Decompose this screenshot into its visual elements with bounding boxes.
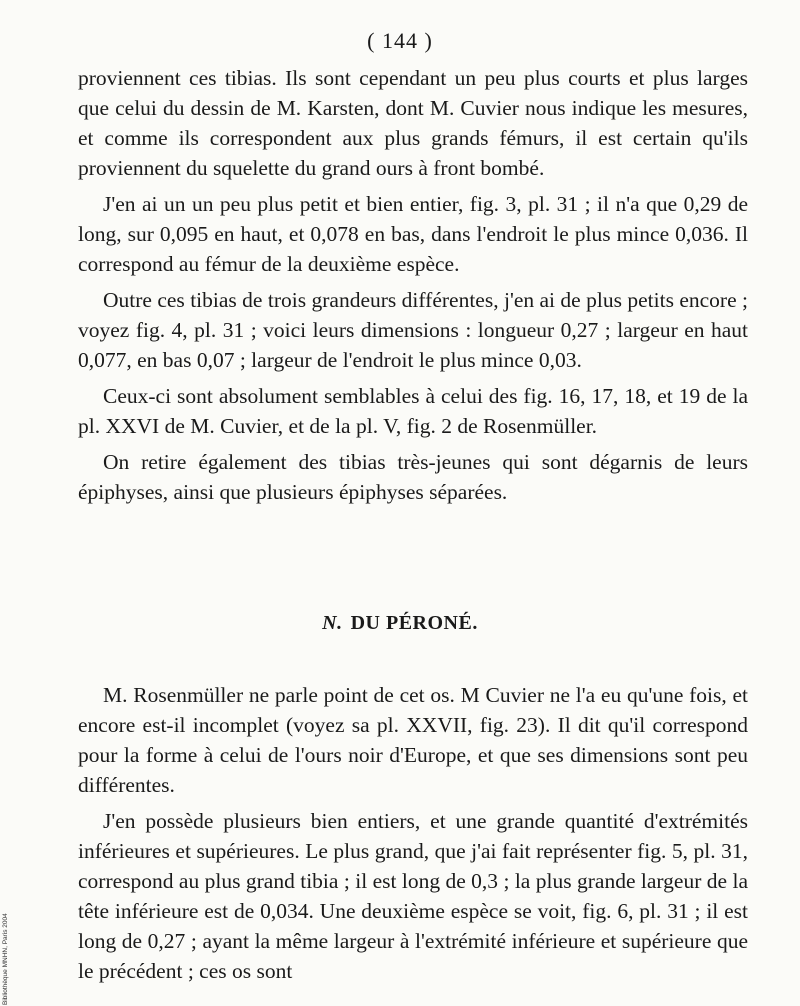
paragraph-3: Outre ces tibias de trois grandeurs différentes, j'en ai de plus petits encore ; voyez fig. 4, pl. 31 ; voici leurs dimensions : longueur 0,27 ; largeur en haut 0,077, en bas 0,07 ; largeur de l'endroit le plus mince 0,03. bbox=[78, 288, 748, 372]
paragraph-7: J'en possède plusieurs bien entiers, et une grande quantité d'extrémités inférieures et supérieures. Le plus grand, que j'ai fait représenter fig. 5, pl. 31, correspond au plus grand tibia ; il est long de 0,3 ; la plus grande largeur de la tête inférieure est de 0,034. Une deuxième espèce se voit, fig. 6, pl. 31 ; il est long de 0,27 ; ayant la même largeur à l'extrémité inférieure et supérieure que le précédent ; ces os sont bbox=[78, 809, 748, 983]
page-number: ( 144 ) bbox=[367, 28, 433, 53]
section-number: N. bbox=[322, 612, 343, 634]
paragraph-4: Ceux-ci sont absolument semblables à celui des fig. 16, 17, 18, et 19 de la pl. XXVI de M. Cuvier, et de la pl. V, fig. 2 de Rosenmüller. bbox=[78, 384, 748, 438]
paragraph-5: On retire également des tibias très-jeunes qui sont dégarnis de leurs épiphyses, ainsi que plusieurs épiphyses séparées. bbox=[78, 450, 748, 504]
section-heading bbox=[0, 612, 800, 635]
paragraph-6: M. Rosenmüller ne parle point de cet os. M Cuvier ne l'a eu qu'une fois, et encore est-il incomplet (voyez sa pl. XXVII, fig. 23). Il dit qu'il correspond pour la forme à celui de l'ours noir d'Europe, et que ses dimensions sont peu différentes. bbox=[78, 683, 748, 797]
body-text-top bbox=[78, 63, 748, 507]
paragraph-1: proviennent ces tibias. Ils sont cependant un peu plus courts et plus larges que celui du dessin de M. Karsten, dont M. Cuvier nous indique les mesures, et comme ils correspondent aux plus grands fémurs, il est certain qu'ils proviennent du squelette du grand ours à front bombé. bbox=[78, 66, 748, 180]
section-title: DU PÉRONÉ. bbox=[350, 612, 478, 634]
body-text-bottom bbox=[78, 680, 748, 986]
paragraph-2: J'en ai un un peu plus petit et bien entier, fig. 3, pl. 31 ; il n'a que 0,29 de long, sur 0,095 en haut, et 0,078 en bas, dans l'endroit le plus mince 0,036. Il correspond au fémur de la deuxième espèce. bbox=[78, 192, 748, 276]
library-stamp: Bibliothèque MNHN, Paris 2004 bbox=[2, 913, 9, 1005]
